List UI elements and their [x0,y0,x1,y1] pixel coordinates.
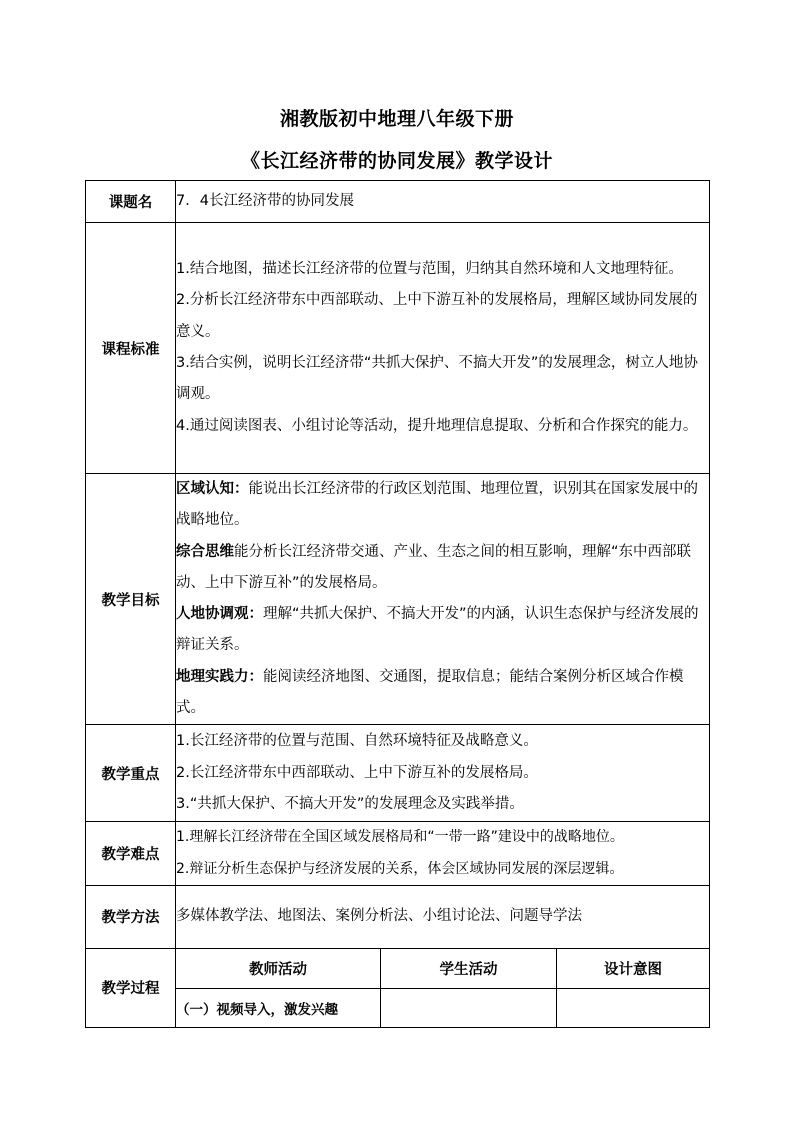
process-label: 教学过程 [86,948,176,1027]
objective-item [176,474,709,537]
objectives-label: 教学目标 [86,474,176,725]
standard-item: 2.分析长江经济带东中西部联动、上中下游互补的发展格局，理解区域协同发展的意义。 [176,292,698,340]
standards-content [176,223,710,474]
methods-row [86,885,710,948]
topic-label: 课题名 [86,181,176,223]
key-point-item: 3.“共抓大保护、不搞大开发”的发展理念及实践举措。 [176,796,524,813]
difficulties-label: 教学难点 [86,822,176,886]
key-points-label: 教学重点 [86,725,176,822]
standard-item: 4.通过阅读图表、小组讨论等活动，提升地理信息提取、分析和合作探究的能力。 [176,417,698,434]
objective-heading: 综合思维 [176,543,234,560]
key-point-item: 1.长江经济带的位置与范围、自然环境特征及战略意义。 [176,733,538,750]
difficulties-row [86,822,710,886]
objective-heading: 地理实践力： [176,668,263,685]
design-intent-cell [557,988,710,1027]
objective-text: 能分析长江经济带交通、产业、生态之间的相互影响，理解“东中西部联动、上中下游互补”的发展格局。 [176,543,692,591]
objective-item [176,662,709,725]
objectives-row [86,474,710,725]
phase-heading: （一）视频导入，激发兴趣 [176,988,381,1027]
objectives-content [176,474,710,725]
key-points-content [176,725,710,822]
process-phase-row [86,988,710,1027]
objective-heading: 区域认知： [176,481,249,497]
student-activity-cell [381,988,557,1027]
methods-value: 多媒体教学法、地图法、案例分析法、小组讨论法、问题导学法 [176,885,710,948]
objective-item [176,537,709,600]
objective-heading: 人地协调观： [176,606,263,623]
topic-value: 7．4长江经济带的协同发展 [176,181,710,223]
key-point-item: 2.长江经济带东中西部联动、上中下游互补的发展格局。 [176,764,538,781]
difficulties-content [176,822,710,886]
difficulty-item: 2.辩证分析生态保护与经济发展的关系，体会区域协同发展的深层逻辑。 [176,860,624,877]
student-activity-header: 学生活动 [381,948,557,988]
design-intent-header: 设计意图 [557,948,710,988]
objective-text: 理解“共抓大保护、不搞大开发”的内涵，认识生态保护与经济发展的辩证关系。 [176,606,699,654]
standards-label: 课程标准 [86,223,176,474]
objective-item [176,599,709,662]
standard-item: 3.结合实例，说明长江经济带“共抓大保护、不搞大开发”的发展理念，树立人地协调观。 [176,355,698,403]
standard-item: 1.结合地图，描述长江经济带的位置与范围，归纳其自然环境和人文地理特征。 [176,261,683,278]
lesson-plan-table [85,180,710,1028]
standards-row [86,223,710,474]
difficulty-item: 1.理解长江经济带在全国区域发展格局和“一带一路”建设中的战略地位。 [176,829,624,846]
objective-text: 能说出长江经济带的行政区划范围、地理位置，识别其在国家发展中的战略地位。 [176,481,698,529]
process-header-row [86,948,710,988]
document-title: 湘教版初中地理八年级下册 [279,108,514,130]
methods-label: 教学方法 [86,885,176,948]
topic-row [86,181,710,223]
teacher-activity-header: 教师活动 [176,948,381,988]
document-subtitle: 《长江经济带的协同发展》教学设计 [240,150,553,172]
key-points-row [86,725,710,822]
objective-text: 能阅读经济地图、交通图，提取信息；能结合案例分析区域合作模式。 [176,668,684,717]
